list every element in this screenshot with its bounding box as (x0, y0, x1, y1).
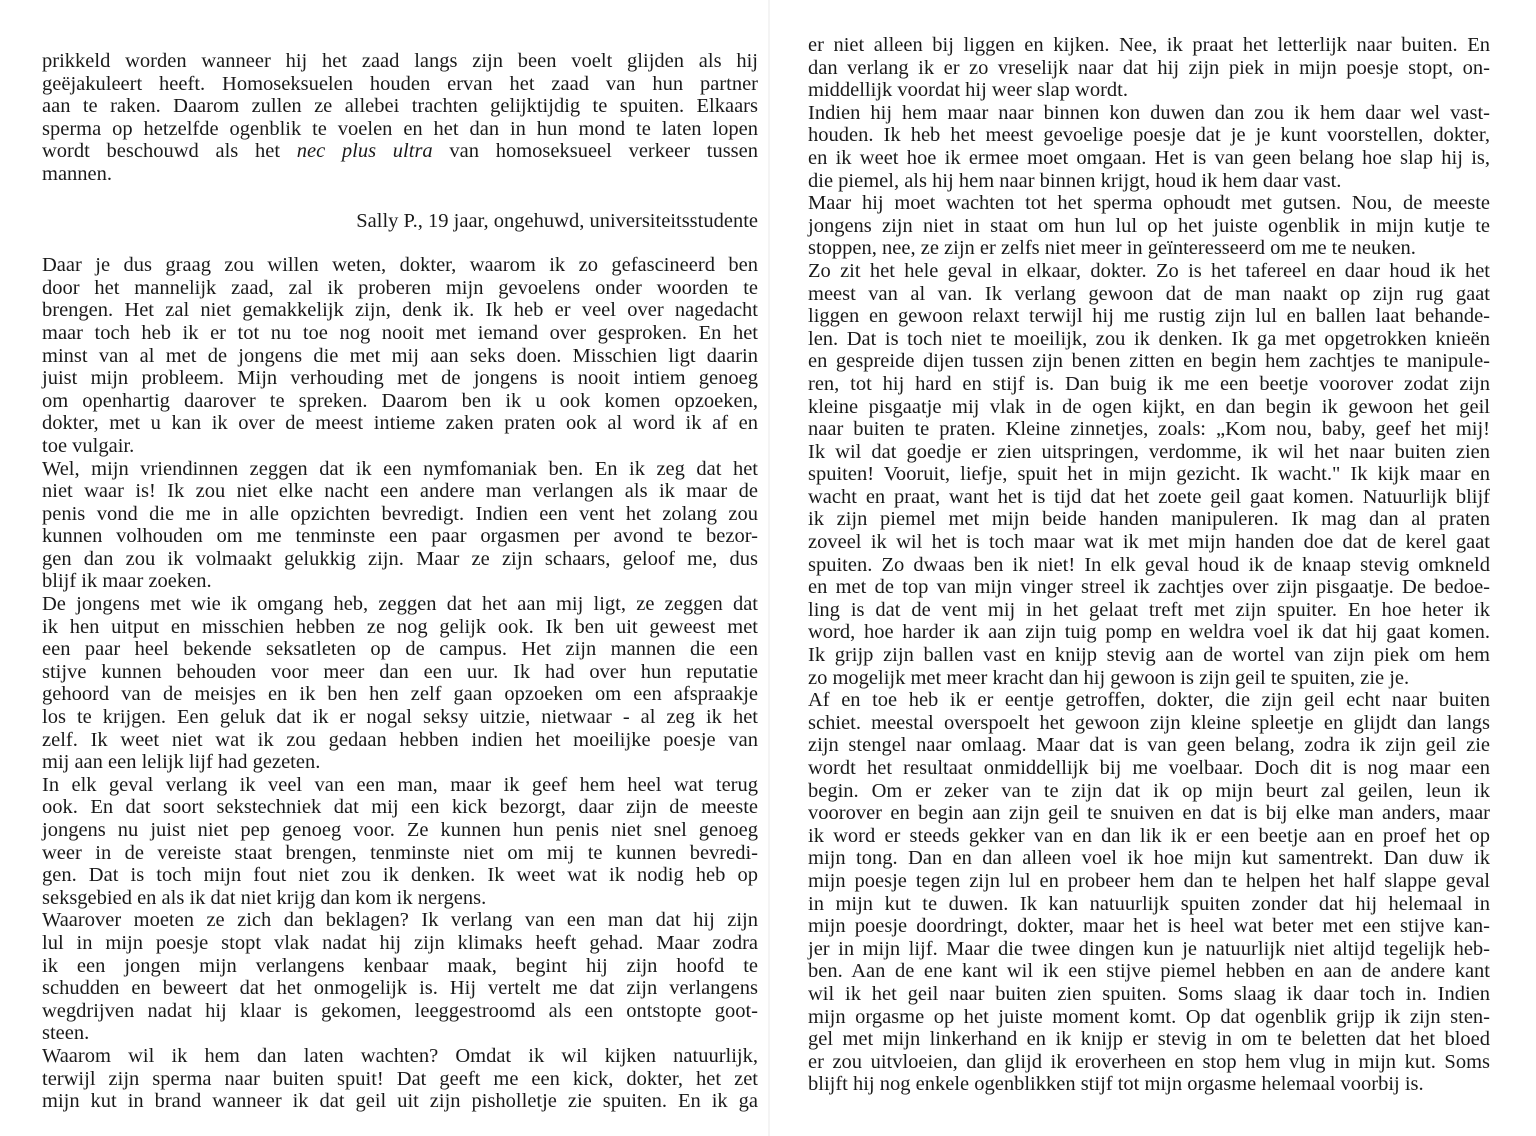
text-segment: geëjakuleert heeft. Homoseksuelen houden ervan het zaad van hun partner (42, 72, 758, 95)
text-line: De jongens met wie ik omgang heb, zeggen dat het aan mij ligt, ze zeggen dat (42, 593, 758, 616)
text-line: ling is dat de vent mij in het gelaat treft met zijn spuiter. En hoe heter ik (808, 598, 1490, 621)
text-line: Wel, mijn vriendinnen zeggen dat ik een nymfomaniak ben. En ik zeg dat het (42, 457, 758, 480)
text-line: liggen en gewoon relaxt terwijl hij me rustig zijn lul en ballen laat behande- (808, 305, 1490, 328)
right-page-body (808, 34, 1490, 1096)
text-line: maar toch heb ik er tot nu toe nog nooit met iemand over gesproken. En het (42, 321, 758, 344)
text-line: en ik weet hoe ik ermee moet omgaan. Het is van geen belang hoe slap hij is, (808, 146, 1490, 169)
text-line: wacht en praat, want het is tijd dat het zoete geil gaat komen. Natuurlijk blijf (808, 485, 1490, 508)
text-line: en met de top van mijn vinger streel ik zachtjes over zijn pisgaatje. De bedoe- (808, 576, 1490, 599)
text-line: kleine pisgaatje mij vlak in de ogen kijkt, en dan begin ik gewoon het geil (808, 395, 1490, 418)
text-line: meest van al van. Ik verlang gewoon dat de man naakt op zijn rug gaat (808, 282, 1490, 305)
text-line: jongens zijn niet in staat om hun lul op het juiste ogenblik in mijn kutje te (808, 214, 1490, 237)
text-line: Waarover moeten ze zich dan beklagen? Ik verlang van een man dat hij zijn (42, 909, 758, 932)
text-line: brengen. Het zal niet gemakkelijk zijn, denk ik. Ik heb er veel over nagedacht (42, 299, 758, 322)
text-line: spuiten! Vooruit, liefje, spuit het in mijn gezicht. Ik wacht." Ik kijk maar en (808, 463, 1490, 486)
text-line: niet waar is! Ik zou niet elke nacht een andere man verlangen als ik maar de (42, 480, 758, 503)
intro-paragraph (42, 50, 758, 186)
text-line: gen. Dat is toch mijn fout niet zou ik denken. Ik weet wat ik nodig heb op (42, 864, 758, 887)
italic-phrase: nec plus ultra (296, 140, 433, 163)
text-line: zijn stengel naar omlaag. Maar dat is van geen belang, zodra ik zijn geil zie (808, 734, 1490, 757)
text-segment: wordt beschouwd als het (42, 140, 297, 163)
text-line: dan verlang ik er zo vreselijk naar dat hij zijn piek in mijn poesje stopt, on- (808, 56, 1490, 79)
text-line: middellijk voordat hij weer slap wordt. (808, 79, 1128, 102)
text-line: en gespreide dijen tussen zijn benen zitten en begin hem zachtjes te manipule- (808, 350, 1490, 373)
text-line: los te krijgen. Een geluk dat ik er nogal seksy uitzie, nietwaar - al zeg ik het (42, 706, 758, 729)
paragraph (808, 102, 1490, 192)
text-line: die piemel, als hij hem naar binnen krijgt, houd ik hem daar vast. (808, 169, 1342, 192)
text-line: gen dan zou ik volmaakt gelukkig zijn. Maar ze zijn schaars, geloof me, dus (42, 547, 758, 570)
text-line: schiet. meestal overspoelt het gewoon zijn kleine spleetje en glijdt dan langs (808, 711, 1490, 734)
text-line: mijn poesje tegen zijn lul en probeer hem dan te helpen het half slappe geval (808, 869, 1490, 892)
paragraph (42, 774, 758, 910)
left-page (42, 50, 758, 1113)
text-line: zoveel ik wil het is toch maar wat ik met mijn handen doe dat de kerel gaat (808, 531, 1490, 554)
text-line: begin. Om er zeker van te zijn dat ik op mijn beurt zal geilen, leun ik (808, 779, 1490, 802)
text-line: ren, tot hij hard en stijf is. Dan buig ik me een beetje voorover zodat zijn (808, 372, 1490, 395)
paragraph (42, 254, 758, 457)
text-line: juist mijn probleem. Mijn verhouding met de jongens is nooit intiem genoeg (42, 367, 758, 390)
text-line: jer in mijn lijf. Maar die twee dingen kun je natuurlijk niet altijd tegelijk heb- (808, 937, 1490, 960)
paragraph (808, 260, 1490, 689)
text-line: gehoord van de meisjes en ik ben hen zelf gaan opzoeken om een afspraakje (42, 683, 758, 706)
text-line: er niet alleen bij liggen en kijken. Nee, ik praat het letterlijk naar buiten. En (808, 34, 1490, 56)
text-line: penis vond die me in alle opzichten bevredigt. Indien een vent het zolang zou (42, 502, 758, 525)
text-line: mij aan een lelijk lijf had gezeten. (42, 751, 321, 774)
text-line: steen. (42, 1022, 90, 1045)
paragraph (808, 689, 1490, 1096)
paragraph (808, 192, 1490, 260)
text-line (42, 118, 758, 141)
text-line: Ik wil dat goedje er zien uitspringen, verdomme, ik wil het naar buiten zien (808, 440, 1490, 463)
text-line: mijn orgasme op het juiste moment komt. Op dat ogenblik grijp ik zijn sten- (808, 1005, 1490, 1028)
text-line: ik word er steeds gekker van en dan lik ik er een beetje aan en proef het op (808, 824, 1490, 847)
text-line: Af en toe heb ik er eentje getroffen, dokter, die zijn geil echt naar buiten (808, 689, 1490, 712)
text-line: jongens nu juist niet pep genoeg voor. Ze kunnen hun penis niet snel genoeg (42, 819, 758, 841)
paragraph (808, 34, 1490, 102)
text-line: Zo zit het hele geval in elkaar, dokter. Zo is het tafereel en daar houd ik het (808, 259, 1490, 282)
text-line (42, 50, 758, 73)
book-gutter (768, 0, 770, 1136)
text-segment: van homoseksueel verkeer tussen (432, 140, 758, 163)
text-line: Ik grijp zijn ballen vast en knijp stevig aan de wortel van zijn piek om hem (808, 644, 1490, 667)
text-line: een paar heel bekende seksatleten op de campus. Het zijn mannen die een (42, 638, 758, 661)
text-line: Daar je dus graag zou willen weten, dokter, waarom ik zo gefascineerd ben (42, 254, 758, 277)
text-line: gel met mijn linkerhand en ik knijp er stevig in om te beletten dat het bloed (808, 1028, 1490, 1051)
text-line: ik zijn piemel met mijn beide handen manipuleren. Ik mag dan al praten (808, 508, 1490, 531)
text-line: Indien hij hem maar naar binnen kon duwen dan zou ik hem daar wel vast- (808, 101, 1490, 124)
text-line: ik een jongen mijn verlangens kenbaar maak, begint hij zijn hoofd te (42, 954, 758, 977)
text-line: Waarom wil ik hem dan laten wachten? Omdat ik wil kijken natuurlijk, (42, 1044, 758, 1067)
text-line: stoppen, nee, ze zijn er zelfs niet meer in geïnteresseerd om me te neuken. (808, 237, 1416, 260)
text-line: om openhartig daarover te spreken. Daarom ben ik u ook komen opzoeken, (42, 389, 758, 412)
paragraph (42, 1045, 758, 1113)
text-line: mijn kut in brand wanneer ik dat geil uit zijn pisholletje zie spuiten. En ik ga (42, 1090, 758, 1113)
text-line: terwijl zijn sperma naar buiten spuit! Dat geeft me een kick, dokter, het zet (42, 1067, 758, 1090)
paragraph (42, 593, 758, 774)
text-line: zo mogelijk met meer kracht dan hij gewoon is zijn geil te spuiten, zie je. (808, 666, 1410, 689)
text-line: naar buiten te praten. Kleine zinnetjes, zoals: „Kom nou, baby, geef het mij! (808, 418, 1490, 441)
text-line: word, hoe harder ik aan zijn tuig pomp en weldra voel ik dat hij gaat komen. (808, 621, 1490, 644)
text-line: wegdrijven nadat hij klaar is gekomen, leeggestroomd als een ontstopte goot- (42, 999, 758, 1022)
text-line: wil ik het geil naar buiten zien spuiten. Soms slaag ik daar toch in. Indien (808, 982, 1490, 1005)
text-line (42, 95, 758, 118)
paragraph (42, 458, 758, 594)
text-line: kunnen volhouden om me tenminste een paar orgasmen per avond te bezor- (42, 525, 758, 548)
text-line: len. Dat is toch niet te moeilijk, zou ik denken. Ik ga met opgetrokken knieën (808, 327, 1490, 350)
text-line: ook. En dat soort sekstechniek dat mij een kick bezorgt, daar zijn de meeste (42, 796, 758, 819)
text-line: voorover en begin aan zijn geil te snuiven en dat is bij elke man anders, maar (808, 802, 1490, 825)
text-line: weer in de vereiste staat brengen, tenminste niet om mij te kunnen bevredi- (42, 841, 758, 864)
text-line (42, 140, 758, 163)
section-heading: Sally P., 19 jaar, ongehuwd, universiteitsstudente (356, 209, 758, 232)
text-segment: prikkeld worden wanneer hij het zaad langs zijn been voelt glijden als hij (42, 50, 758, 72)
left-page-body (42, 254, 758, 1113)
text-line: houden. Ik heb het meest gevoelige poesje dat je je kunt voorstellen, dokter, (808, 124, 1490, 147)
right-page (808, 34, 1490, 1096)
text-line: door het mannelijk zaad, zal ik proberen mijn gevoelens onder woorden te (42, 276, 758, 299)
text-line: blijf ik maar zoeken. (42, 570, 212, 593)
text-line: mijn tong. Dan en dan alleen voel ik hoe mijn kut samentrekt. Dan duw ik (808, 847, 1490, 870)
text-segment: mannen. (42, 162, 113, 185)
text-line (42, 73, 758, 96)
text-line: toe vulgair. (42, 434, 135, 457)
text-line (42, 163, 758, 186)
text-line: seksgebied en als ik dat niet krijg dan kom ik nergens. (42, 886, 487, 909)
text-line: in mijn kut te duwen. Ik kan natuurlijk spuiten zonder dat hij helemaal in (808, 892, 1490, 915)
text-line: mijn poesje doordringt, dokter, maar het is heel wat beter met een stijve kan- (808, 915, 1490, 938)
text-line: stijve kunnen behouden voor meer dan een uur. Ik had over hun reputatie (42, 660, 758, 683)
text-segment: sperma op hetzelfde ogenblik te voelen en het dan in hun mond te laten lopen (42, 117, 758, 140)
text-line: wordt het resultaat onmiddellijk bij me voelbaar. Doch dit is nog maar een (808, 757, 1490, 779)
text-line: zelf. Ik weet niet wat ik zou gedaan hebben indien het moeilijke poesje van (42, 728, 758, 751)
text-line: er zou uitvloeien, dan glijd ik eroverheen en stop hem vlug in mijn kut. Soms (808, 1050, 1490, 1073)
text-line: dokter, met u kan ik over de meest intieme zaken praten ook al word ik af en (42, 412, 758, 435)
text-line: minst van al met de jongens die met mij aan seks doen. Misschien ligt daarin (42, 344, 758, 367)
text-line: In elk geval verlang ik veel van een man, maar ik geef hem heel wat terug (42, 773, 758, 796)
text-segment: aan te raken. Daarom zullen ze allebei trachten gelijktijdig te spuiten. Elkaars (42, 95, 758, 118)
text-line: ben. Aan de ene kant wil ik een stijve piemel hebben en aan de andere kant (808, 960, 1490, 983)
text-line: schudden en beweert dat het onmogelijk is. Hij vertelt me dat zijn verlangens (42, 977, 758, 1000)
text-line: lul in mijn poesje stopt vlak nadat hij zijn klimaks heeft gehad. Maar zodra (42, 931, 758, 954)
text-line: blijft hij nog enkele ogenblikken stijf tot mijn orgasme helemaal voorbij is. (808, 1073, 1424, 1096)
text-line: spuiten. Zo dwaas ben ik niet! In elk geval houd ik de knaap stevig omkneld (808, 553, 1490, 576)
paragraph (42, 909, 758, 1045)
text-line: Maar hij moet wachten tot het sperma ophoudt met gutsen. Nou, de meeste (808, 192, 1490, 215)
text-line: ik hen uitput en misschien hebben ze nog gelijk ook. Ik ben uit geweest met (42, 615, 758, 638)
